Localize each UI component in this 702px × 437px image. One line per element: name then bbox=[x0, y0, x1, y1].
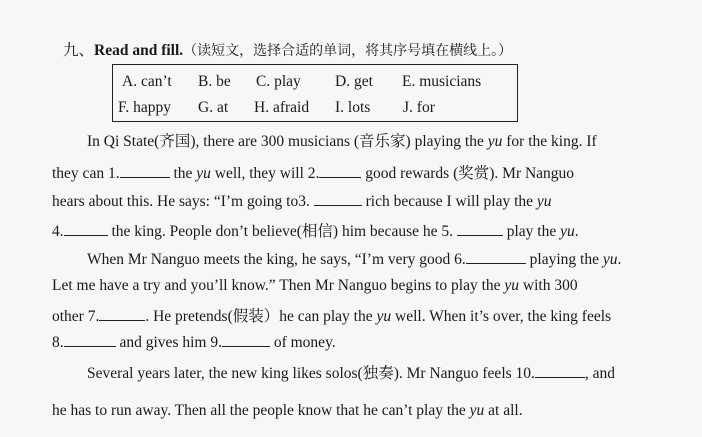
passage-text: yu bbox=[487, 133, 503, 150]
passage-text: When Mr Nanguo meets the king, he says, “I’m very good 6. bbox=[87, 251, 466, 268]
word-option-e: E. musicians bbox=[402, 73, 482, 90]
passage-line bbox=[52, 191, 552, 211]
word-option-h: H. afraid bbox=[254, 99, 310, 116]
blank-3[interactable] bbox=[314, 191, 362, 206]
blank-4[interactable] bbox=[64, 221, 108, 236]
passage-text: 8. bbox=[52, 334, 64, 351]
passage-text: yu bbox=[536, 193, 552, 210]
passage-line bbox=[52, 219, 579, 241]
passage-text: the king. People don’t believe(相信) him because he 5. bbox=[107, 223, 457, 240]
passage-text: good rewards (奖赏). Mr Nanguo bbox=[361, 165, 575, 182]
passage-text: . bbox=[617, 251, 622, 268]
word-option-g: G. at bbox=[198, 99, 229, 116]
passage-text: he has to run away. Then all the people know that he can’t play the bbox=[52, 402, 470, 419]
word-option-f: F. happy bbox=[118, 99, 172, 116]
passage-text: yu bbox=[376, 308, 392, 325]
question-instruction: （读短文，选择合适的单词，将其序号填在横线上。） bbox=[183, 44, 513, 59]
question-title: Read and fill. bbox=[94, 42, 184, 59]
passage-text: Let me have a try and you’ll know.” Then Mr Nanguo begins to play the bbox=[52, 277, 505, 294]
passage-text: rich because I will play the bbox=[361, 193, 537, 210]
blank-10[interactable] bbox=[535, 363, 585, 378]
passage-text: . He pretends(假装）he can play the bbox=[145, 308, 377, 325]
passage-text: for the king. If bbox=[502, 133, 597, 150]
passage-text: they can 1. bbox=[52, 165, 120, 182]
passage-text: hears about this. He says: “I’m going to3. bbox=[52, 193, 314, 210]
passage-text: play the bbox=[502, 223, 561, 240]
question-heading bbox=[63, 38, 512, 60]
blank-5[interactable] bbox=[457, 221, 503, 236]
blank-2[interactable] bbox=[319, 163, 361, 178]
blank-6[interactable] bbox=[466, 249, 526, 264]
passage-line bbox=[52, 332, 336, 352]
word-option-a: A. can’t bbox=[122, 73, 172, 90]
passage-text: other 7. bbox=[52, 308, 100, 325]
word-option-j: J. for bbox=[403, 99, 435, 116]
passage-line bbox=[52, 277, 578, 295]
passage-text: yu bbox=[196, 165, 211, 182]
passage-text: at all. bbox=[484, 402, 523, 419]
passage-text: and gives him 9. bbox=[115, 334, 222, 351]
passage-text: Several years later, the new king likes solos(独奏). Mr Nanguo feels 10. bbox=[87, 365, 535, 382]
word-option-c: C. play bbox=[256, 73, 301, 90]
passage-text: of money. bbox=[269, 334, 336, 351]
blank-1[interactable] bbox=[120, 163, 170, 178]
passage-text: , and bbox=[584, 365, 616, 382]
question-number: 九、 bbox=[63, 42, 95, 59]
blank-8[interactable] bbox=[64, 332, 116, 347]
passage-text: well. When it’s over, the king feels bbox=[391, 308, 612, 325]
word-option-b: B. be bbox=[198, 73, 231, 90]
passage-text: 4. bbox=[52, 223, 64, 240]
word-option-i: I. lots bbox=[335, 99, 371, 116]
passage-line bbox=[87, 249, 621, 269]
passage-text: playing the bbox=[525, 251, 603, 268]
passage-text: with 300 bbox=[519, 277, 578, 294]
blank-9[interactable] bbox=[222, 332, 270, 347]
passage-line bbox=[52, 161, 574, 183]
passage-text: yu bbox=[602, 251, 618, 268]
blank-7[interactable] bbox=[99, 306, 145, 321]
passage-text: the bbox=[169, 165, 197, 182]
passage-text: yu bbox=[560, 223, 575, 240]
passage-text: yu bbox=[504, 277, 520, 294]
passage-text: yu bbox=[469, 402, 485, 419]
passage-line bbox=[52, 402, 523, 420]
passage-line bbox=[52, 304, 611, 326]
word-option-d: D. get bbox=[335, 73, 373, 90]
passage-text: well, they will 2. bbox=[210, 165, 320, 182]
passage-line bbox=[87, 361, 615, 383]
passage-text: . bbox=[574, 223, 579, 240]
passage-text: In Qi State(齐国), there are 300 musicians (音乐家) playing the bbox=[87, 133, 488, 150]
passage-line bbox=[87, 129, 597, 151]
